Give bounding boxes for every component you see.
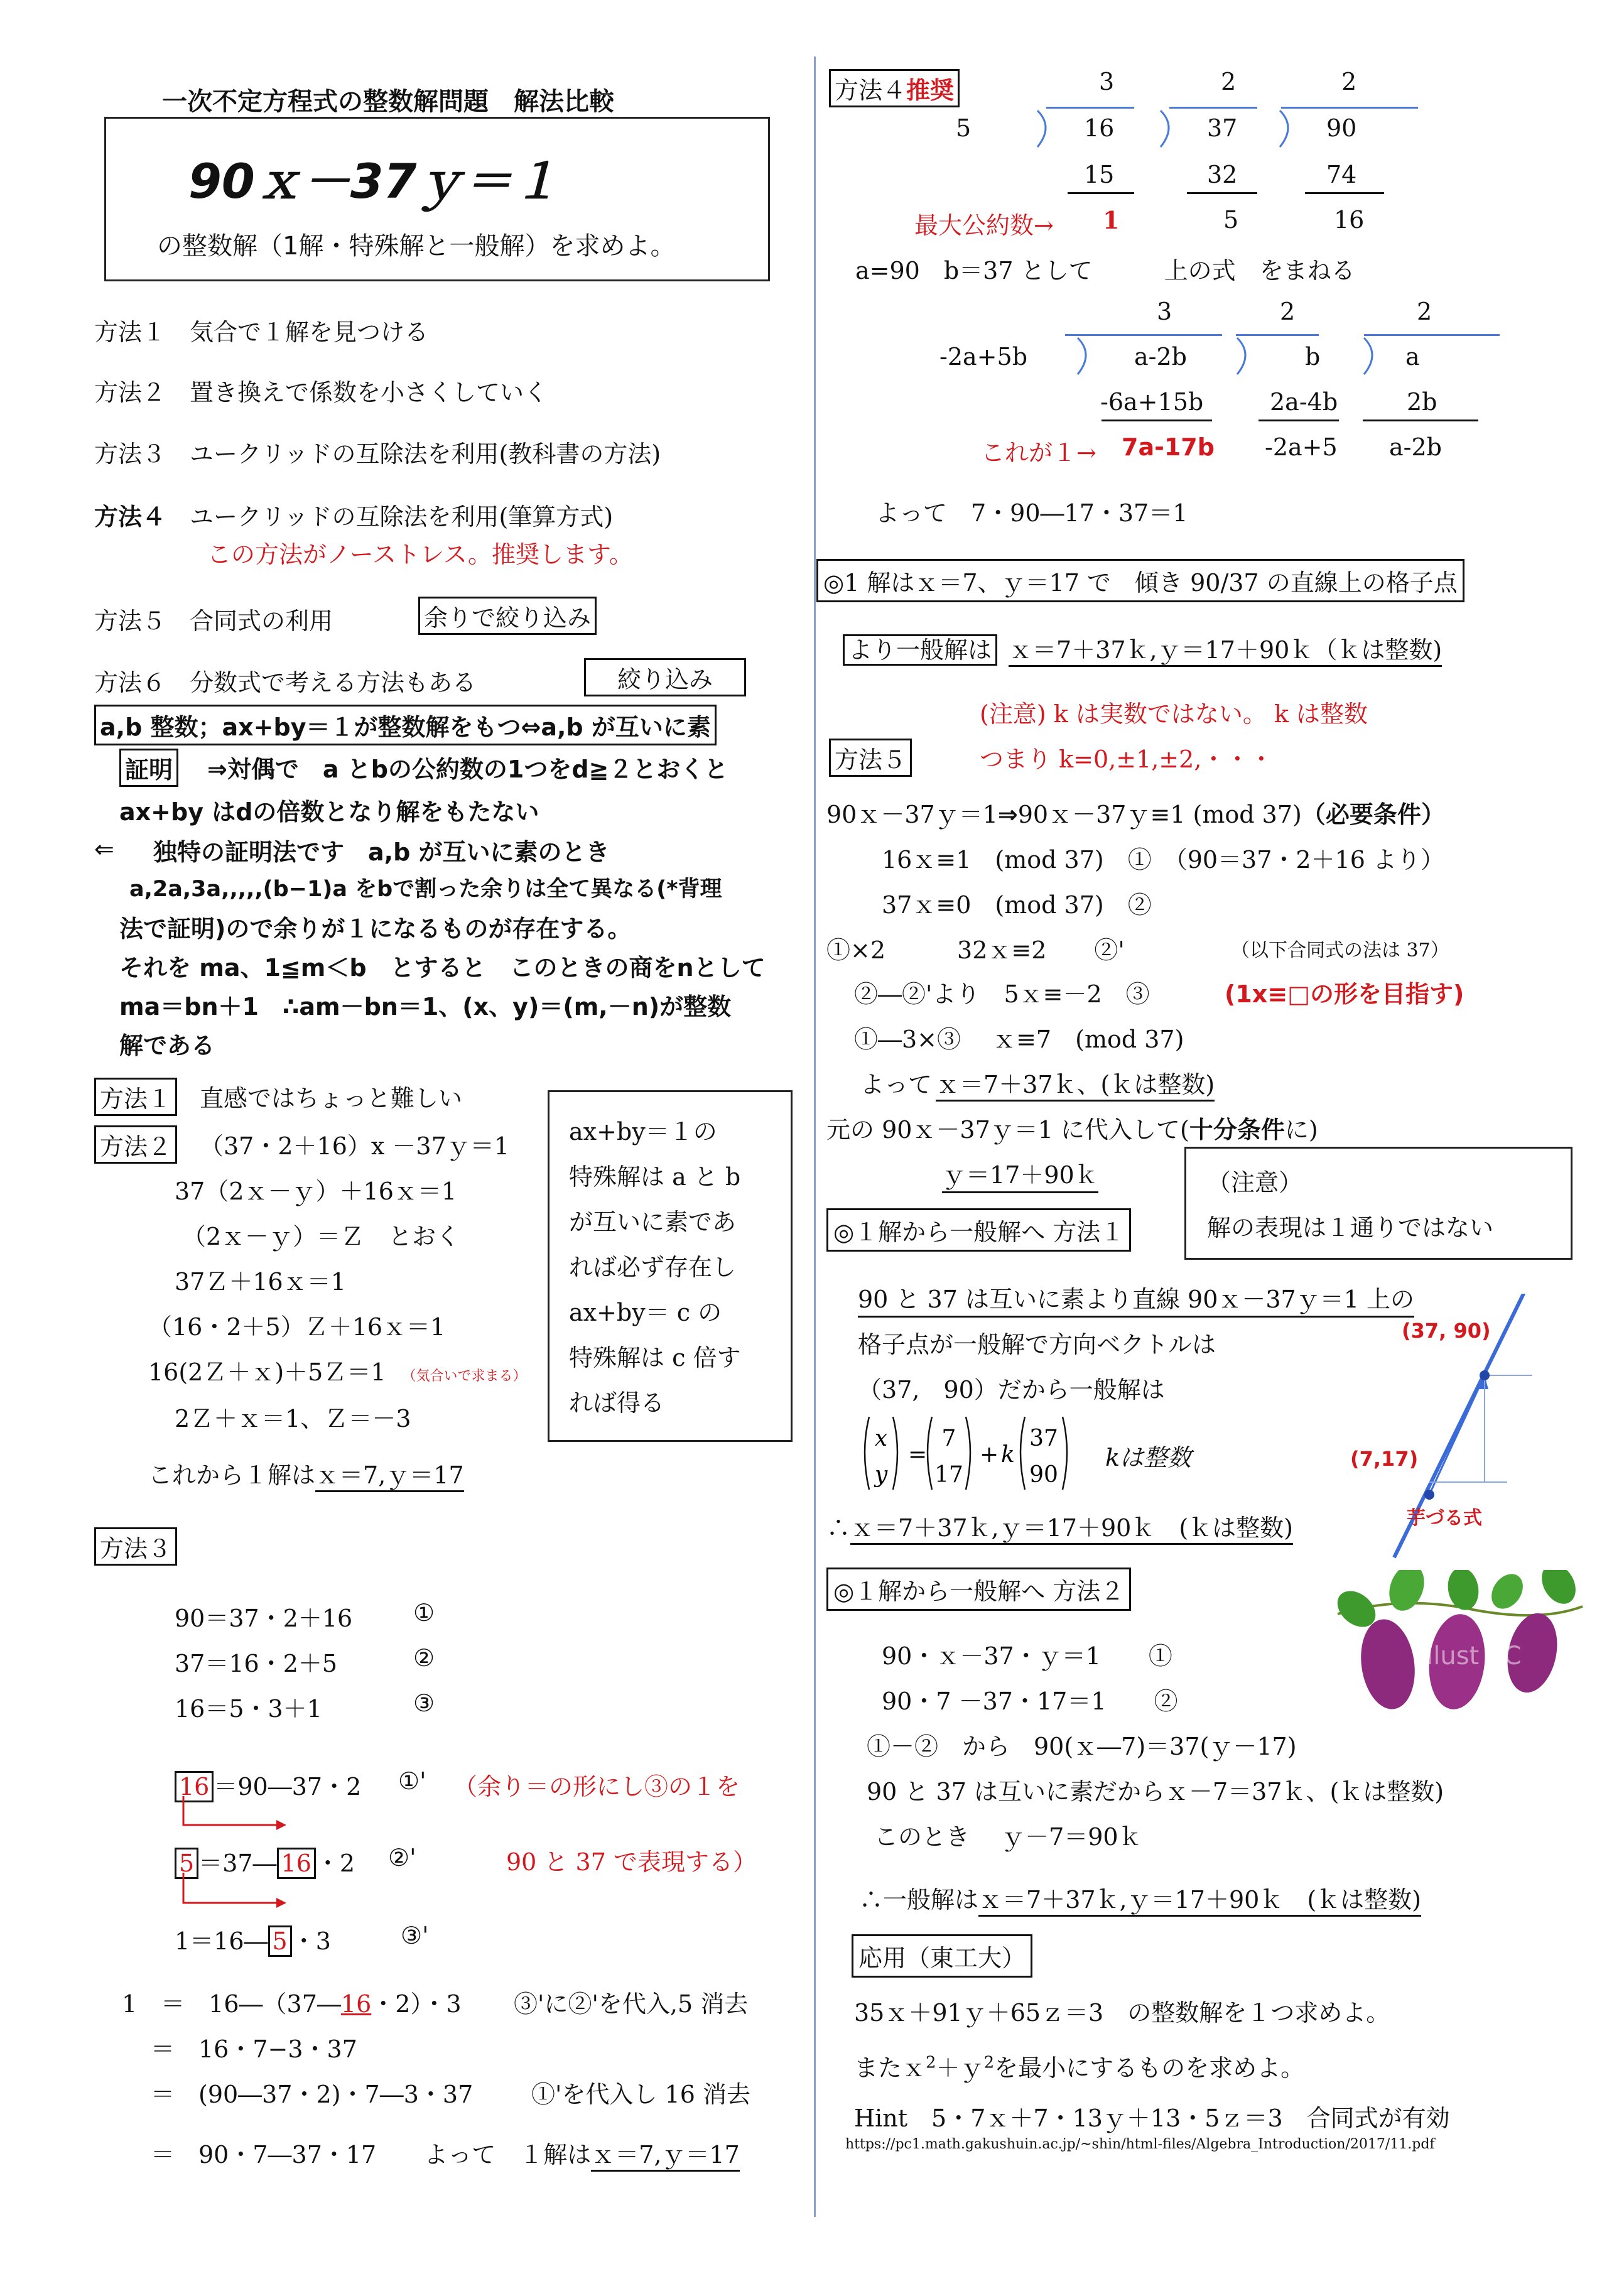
- d2-rem-2: -2a+5: [1265, 433, 1338, 461]
- m2-line-6: 16(2Ｚ＋ｘ)＋5Ｚ＝1 （気合いで求まる）: [148, 1358, 527, 1386]
- d1-gcd-label: 最大公約数→: [914, 212, 1054, 239]
- m2-result: これから１解はｘ＝7,ｙ＝17: [148, 1456, 464, 1490]
- m3-calc-4: ＝ 90・7―37・17 よって １解はｘ＝7,ｙ＝17: [151, 2135, 740, 2170]
- d2-prod-2: 2a-4b: [1270, 388, 1338, 416]
- proof-line-1: ⇒対偶で a とbの公約数の1つをd≧２とおくと: [207, 755, 728, 783]
- caution-1: (注意) k は実数ではない。 k は整数: [980, 700, 1368, 728]
- leaf-2: [1383, 1570, 1431, 1616]
- method-5-row: 方法５ 合同式の利用: [94, 607, 333, 635]
- h2-box: ◎１解から一般解へ 方法２: [826, 1568, 1131, 1611]
- h2-result: ∴一般解はｘ＝7＋37ｋ,ｙ＝17＋90ｋ (ｋは整数): [859, 1880, 1421, 1915]
- m2-line-2: 37（2ｘ－ｙ）＋16ｘ＝1: [175, 1178, 457, 1205]
- d1-line-3: [1305, 192, 1384, 194]
- vec-x: x: [874, 1426, 888, 1451]
- vec-17: 17: [934, 1462, 963, 1488]
- d2-quot-3: 2: [1417, 298, 1432, 325]
- d2-quot-1: 3: [1157, 298, 1172, 325]
- proof-label: 証明: [119, 749, 178, 787]
- vec-eq: =: [908, 1442, 928, 1468]
- method-1-row: 方法１ 気合で１解を見つける: [94, 318, 429, 346]
- theorem-box: a,b 整数；ax+by＝１が整数解をもつ⇔a,b が互いに素: [94, 705, 717, 745]
- d1-div-3: 37: [1207, 114, 1238, 142]
- vec-y: y: [874, 1462, 888, 1488]
- m3-rewrite-3: 1＝16― 5 ・3 ③': [175, 1922, 331, 1956]
- leaf-4: [1485, 1570, 1529, 1615]
- problem-text: の整数解（1解・特殊解と一般解）を求めよ。: [157, 232, 676, 261]
- m3-note-2: 90 と 37 で表現する）: [506, 1848, 757, 1876]
- point-7-17: [1424, 1490, 1434, 1500]
- m3-rewrite-2: 5 ＝37― 16 ・2 ②': [175, 1844, 355, 1878]
- h1-line-3: （37, 90）だから一般解は: [858, 1376, 1165, 1404]
- d2-div-2: a-2b: [1134, 343, 1187, 371]
- d1-div-2: 16: [1084, 114, 1115, 142]
- h2-line-4: 90 と 37 は互いに素だからｘ－7＝37ｋ、(ｋは整数): [867, 1778, 1444, 1806]
- direction-vector: [1429, 1375, 1485, 1495]
- d2-prod-1: -6a+15b: [1100, 388, 1204, 416]
- d1-quot-1: 3: [1099, 68, 1115, 95]
- point-37-90: [1480, 1370, 1490, 1380]
- h1-result: ∴ｘ＝7＋37ｋ,ｙ＝17＋90ｋ (ｋは整数): [826, 1508, 1293, 1543]
- d2-rem-1: 7a-17b: [1122, 433, 1215, 461]
- m3-calc-3-note: ①'を代入し 16 消去: [531, 2081, 750, 2108]
- m5-line-6: ①―3×③ ｘ≡7 (mod 37): [854, 1026, 1184, 1053]
- vec-90: 90: [1029, 1462, 1058, 1488]
- app-label: 応用（東工大）: [852, 1934, 1032, 1978]
- d1-line-1: [1068, 192, 1134, 194]
- m5-line-3: 37ｘ≡0 (mod 37) ②: [882, 891, 1152, 919]
- caution-box-title: （注意）: [1207, 1169, 1303, 1196]
- d1-div-1: 5: [956, 114, 972, 142]
- m5-line-4-note: （以下合同式の法は 37）: [1231, 940, 1449, 961]
- m3-calc-1: 1 ＝ 16―（37―16・2）・3: [122, 1990, 462, 2018]
- method-2-row: 方法２ 置き換えで係数を小さくしていく: [94, 379, 548, 406]
- proof-line-7: ma＝bn＋1 ∴am－bn＝1、(x、y)＝(m,－n)が整数: [119, 993, 732, 1021]
- vec-plus: +: [980, 1442, 999, 1468]
- watermark: illust AC: [1419, 1642, 1522, 1671]
- d2-div-3: b: [1305, 343, 1321, 371]
- column-divider: [814, 57, 816, 2217]
- d2-rem-label: これが１→: [981, 439, 1096, 467]
- proof-line-8: 解である: [119, 1032, 215, 1059]
- proof-line-6: それを ma、1≦m＜b とすると このときの商をnとして: [119, 954, 766, 982]
- d2-brackets: [1055, 335, 1407, 379]
- proof-line-3: 独特の証明法です a,b が互いに素のとき: [153, 838, 610, 866]
- doc-title: 一次不定方程式の整数解問題 解法比較: [162, 87, 614, 116]
- m5-line-8: 元の 90ｘ－37ｙ＝1 に代入して(十分条件に): [826, 1115, 1318, 1144]
- d1-prod-1: 15: [1084, 161, 1115, 188]
- m5-line-2: 16ｘ≡1 (mod 37) ① （90＝37・2＋16 より）: [882, 846, 1445, 874]
- sol-box: ◎1 解はｘ＝7、ｙ＝17 で 傾き 90/37 の直線上の格子点: [816, 559, 1464, 602]
- d2-rem-3: a-2b: [1389, 433, 1442, 461]
- m5-line-1: 90ｘ－37ｙ＝1⇒90ｘ－37ｙ≡1 (mod 37)（必要条件）: [826, 800, 1445, 828]
- h2-line-1: 90・ｘ－37・ｙ＝1 ①: [882, 1642, 1172, 1670]
- h1-box: ◎１解から一般解へ 方法１: [826, 1208, 1131, 1252]
- d1-prod-3: 74: [1326, 161, 1357, 188]
- m4-label: 方法４推奨: [829, 69, 960, 107]
- app-line-2: またｘ$^2$＋ｙ$^2$を最小にするものを求めよ。: [854, 2053, 1305, 2082]
- d1-div-4: 90: [1326, 114, 1357, 142]
- m3-calc-1-note: ③'に②'を代入,5 消去: [514, 1990, 749, 2018]
- m5-label: 方法５: [829, 739, 912, 777]
- m2-line-3: （2ｘ－ｙ）＝Ｚ とおく: [182, 1223, 460, 1250]
- d2-quot-2: 2: [1280, 298, 1296, 325]
- method-5-tag: 余りで絞り込み: [418, 597, 597, 635]
- method-6-tag: 絞り込み: [584, 658, 746, 696]
- ab-text: a=90 b＝37 として 上の式 をまねる: [855, 257, 1355, 284]
- m5-line-5-note: (1x≡□の形を目指す): [1225, 980, 1464, 1008]
- imozuru-label: 芋づる式: [1407, 1507, 1482, 1529]
- method-4-note: この方法がノーストレス。推奨します。: [207, 541, 633, 568]
- app-line-1: 35ｘ＋91ｙ＋65ｚ＝3 の整数解を１つ求めよ。: [854, 1999, 1390, 2027]
- d1-rem-2: 5: [1223, 206, 1239, 234]
- m3-note-1: （余り＝の形にし③の１を: [453, 1773, 740, 1801]
- m1-text: 直感ではちょっと難しい: [200, 1085, 463, 1112]
- vec-37: 37: [1029, 1426, 1058, 1451]
- m5-line-7: よって ｘ＝7＋37ｋ、(ｋは整数): [860, 1065, 1215, 1100]
- m3-label: 方法３: [94, 1527, 177, 1566]
- d2-div-4: a: [1405, 343, 1420, 371]
- caution-box-text: 解の表現は１通りではない: [1207, 1214, 1494, 1242]
- vec-k: k: [1001, 1442, 1015, 1468]
- d1-rem-1: 1: [1103, 206, 1120, 234]
- m1-label: 方法１: [94, 1078, 177, 1116]
- m5-line-4: ①×2 32ｘ≡2 ②': [826, 936, 1125, 964]
- method-3-row: 方法３ ユークリッドの互除法を利用(教科書の方法): [94, 440, 661, 468]
- potato-1: [1355, 1616, 1420, 1713]
- d2-line-2: [1259, 420, 1339, 421]
- proof-arrow: ⇐: [94, 835, 114, 863]
- d1-quot-3: 2: [1341, 68, 1357, 95]
- vec-note: kは整数: [1105, 1444, 1192, 1471]
- d2-prod-3: 2b: [1407, 388, 1437, 416]
- h2-line-2: 90・7 －37・17＝1 ②: [882, 1687, 1178, 1715]
- vec-7: 7: [941, 1426, 956, 1451]
- d2-div-1: -2a+5b: [939, 343, 1028, 371]
- m2-line-5: （16・2＋5）Ｚ＋16ｘ＝1: [148, 1313, 446, 1341]
- method-6-row: 方法６ 分数式で考える方法もある: [94, 669, 477, 696]
- proof-line-5: 法で証明)ので余りが１になるものが存在する。: [119, 915, 632, 943]
- m3-rewrite-1: 16 ＝90―37・2 ①': [175, 1767, 361, 1802]
- sweet-potato-illustration: [1325, 1570, 1589, 1733]
- pt-7-17-label: (7,17): [1350, 1447, 1419, 1471]
- d1-brackets: [1005, 108, 1319, 152]
- method-4-row: 方法４ ユークリッドの互除法を利用(筆算方式): [94, 502, 614, 531]
- m3-calc-2: ＝ 16・7−3・37: [151, 2035, 357, 2063]
- caution-2: つまり k=0,±1,±2,・・・: [980, 745, 1274, 773]
- problem-equation: 90ｘ－37ｙ＝１: [188, 153, 560, 209]
- pt-37-90-label: (37, 90): [1402, 1319, 1491, 1343]
- note-text: ax+by＝１の 特殊解は a と b が互いに素であ れば必ず存在し ax+by＝ c の 特殊解は c 倍す れば得る: [569, 1118, 741, 1417]
- leaf-5: [1535, 1570, 1583, 1610]
- proof-line-2: ax+by はdの倍数となり解をもたない: [119, 798, 539, 826]
- m2-line-1: （37・2＋16）x －37ｙ＝1: [200, 1132, 509, 1160]
- general-solution-row: より一般解は ｘ＝7＋37ｋ,ｙ＝17＋90ｋ（ｋは整数): [843, 631, 1442, 665]
- h1-line-1: 90 と 37 は互いに素より直線 90ｘ－37ｙ＝1 上の: [858, 1280, 1414, 1318]
- d2-line-3: [1363, 420, 1478, 421]
- vector-formula: [860, 1413, 1086, 1495]
- m2-line-4: 37Ｚ＋16ｘ＝1: [175, 1268, 346, 1296]
- m3-eq-2: 37＝16・2＋5 ②: [175, 1644, 435, 1677]
- m3-eq-1: 90＝37・2＋16 ①: [175, 1599, 435, 1632]
- d1-line-2: [1187, 192, 1257, 194]
- d1-quot-2: 2: [1221, 68, 1237, 95]
- m3-calc-3: ＝ (90―37・2)・7―3・37: [151, 2081, 474, 2108]
- d1-prod-2: 32: [1207, 161, 1238, 188]
- source-url[interactable]: https://pc1.math.gakushuin.ac.jp/~shin/html-files/Algebra_Introduction/2017/11.pdf: [845, 2136, 1435, 2152]
- h2-line-5: このとき ｙ－7＝90ｋ: [874, 1823, 1142, 1851]
- m2-label: 方法２: [94, 1125, 177, 1164]
- m4-result: よって 7・90―17・37＝1: [875, 499, 1188, 527]
- hint-line: Hint 5・7ｘ＋7・13ｙ＋13・5ｚ＝3 合同式が有効: [854, 2104, 1450, 2132]
- h2-line-3: ①－② から 90(ｘ―7)＝37(ｙ－17): [867, 1733, 1297, 1760]
- m5-line-9: ｙ＝17＋90ｋ: [942, 1156, 1098, 1193]
- m3-eq-3: 16＝5・3＋1 ③: [175, 1689, 435, 1723]
- proof-line-4: a,2a,3a,,,,,(b−1)a をbで割った余りは全て異なる(*背理: [129, 877, 722, 902]
- m2-line-7: 2Ｚ＋ｘ＝1、Ｚ＝－3: [175, 1405, 411, 1432]
- m5-line-5: ②―②'より 5ｘ≡－2 ③: [854, 980, 1150, 1008]
- d2-line-1: [1102, 420, 1212, 421]
- d1-rem-3: 16: [1334, 206, 1365, 234]
- h1-line-2: 格子点が一般解で方向ベクトルは: [858, 1331, 1216, 1358]
